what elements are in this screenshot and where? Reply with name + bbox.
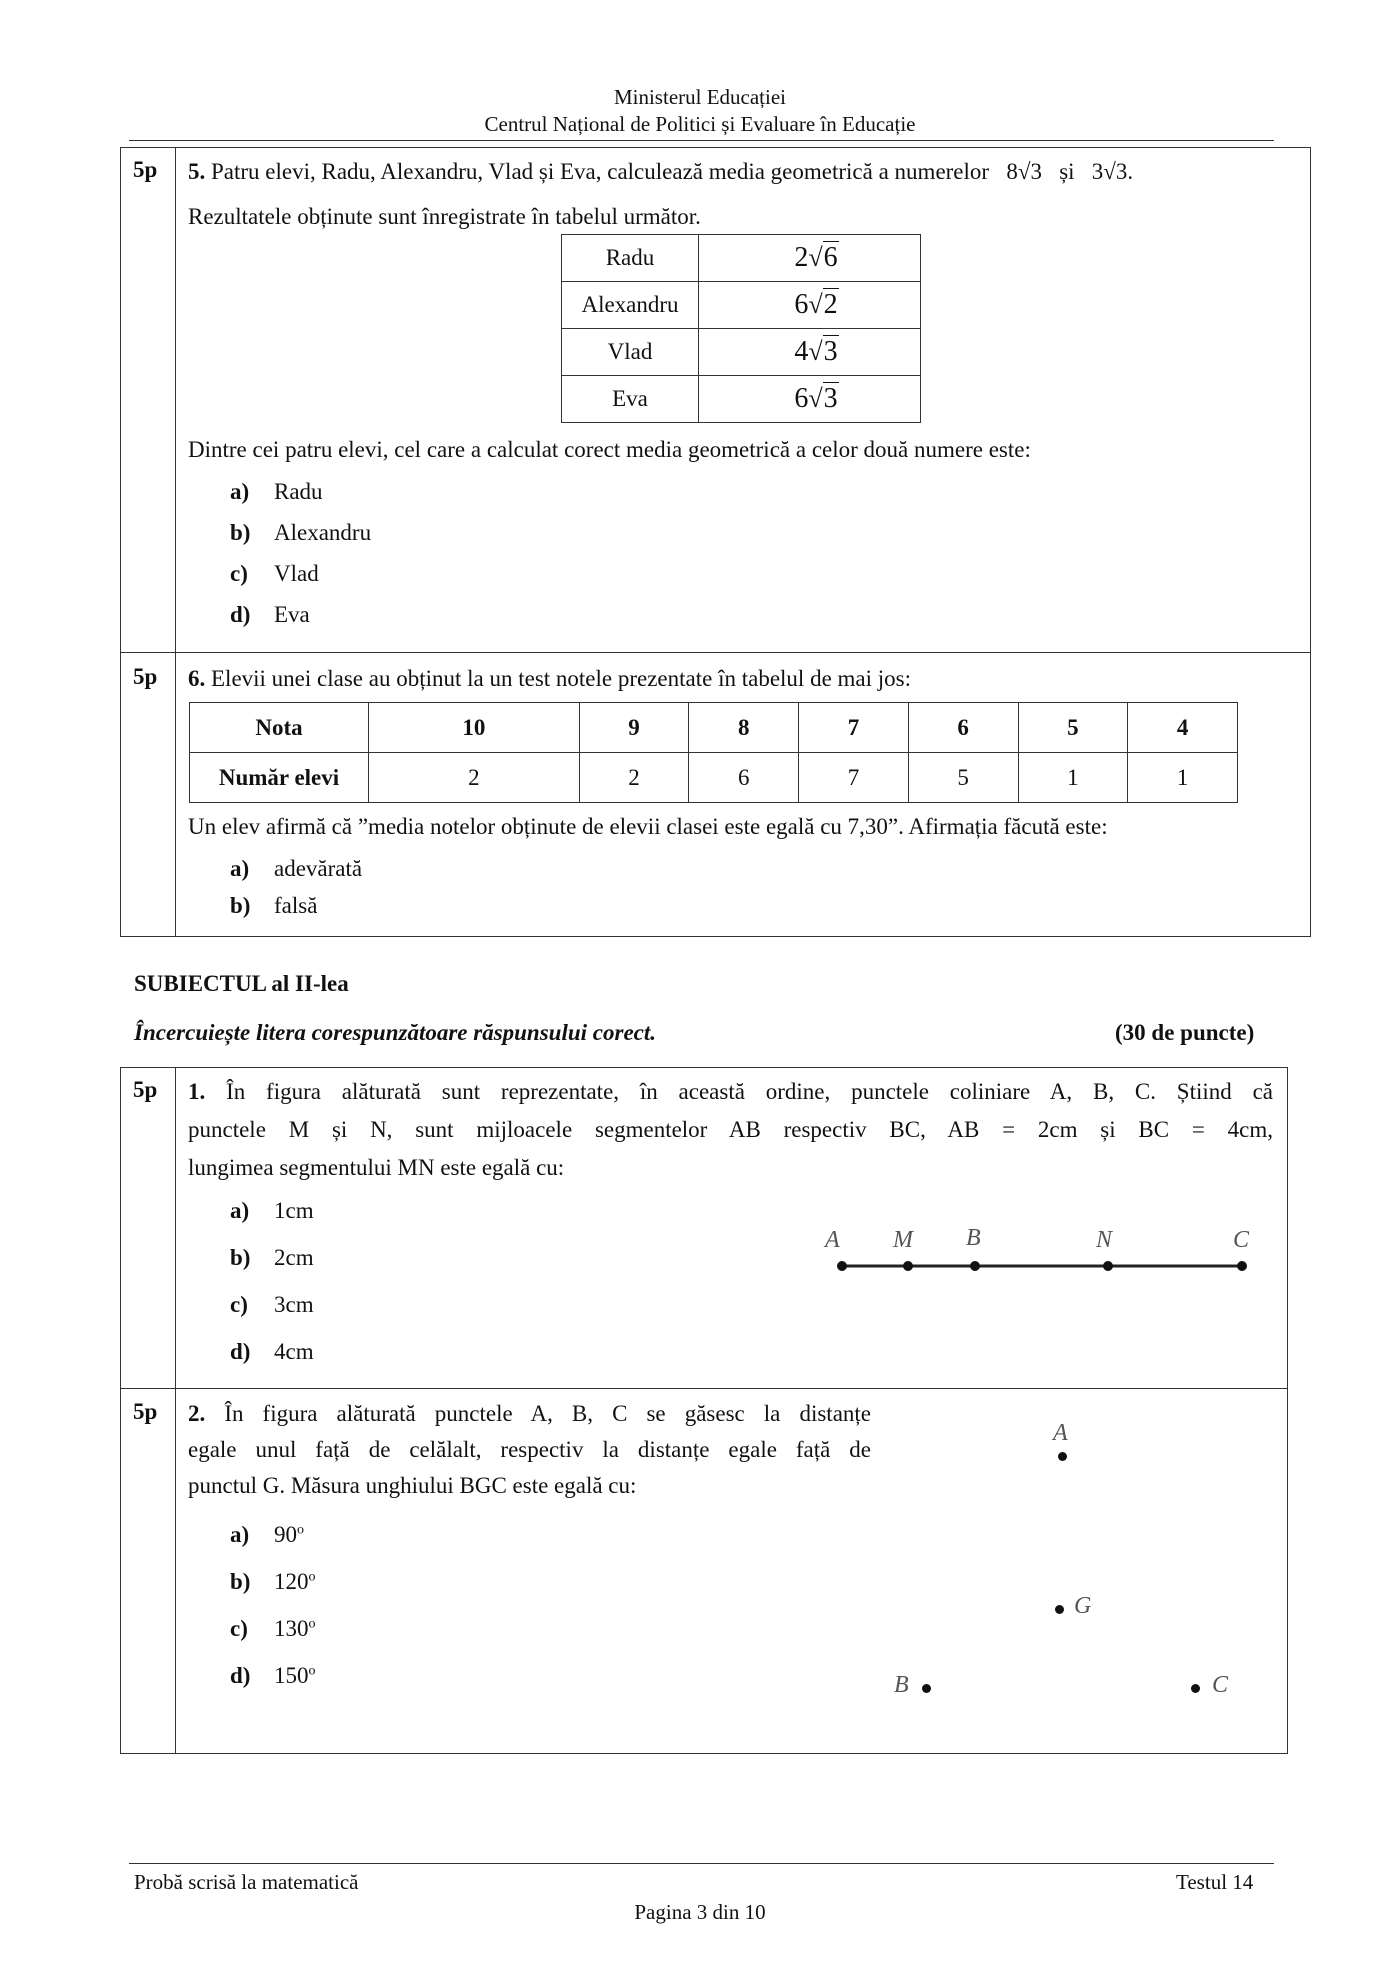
q6-question: Un elev afirmă că ”media notelor obținute de elevii clasei este egală cu 7,30”. Afirmația făcută este: (188, 814, 1108, 839)
q6-option-b[interactable]: b) falsă (230, 893, 318, 918)
header-rule (129, 140, 1274, 141)
sqrt-value: 4√3 (794, 336, 838, 367)
student-name: Eva (562, 376, 699, 423)
s2q1-option-c[interactable]: c) 3cm (230, 1292, 314, 1317)
student-result (699, 235, 921, 282)
triangle-c-dot (1191, 1684, 1200, 1693)
count-cell: 7 (799, 753, 909, 803)
footer-rule (129, 1863, 1274, 1864)
q6-points: 5p (133, 664, 158, 689)
s2q1-points: 5p (133, 1077, 158, 1102)
q6-grades-table (189, 702, 1238, 803)
segment-figure (820, 1220, 1260, 1280)
q5-option-b[interactable]: b) Alexandru (230, 520, 372, 545)
q5-num-b: 3√3 (1091, 159, 1128, 184)
q6-statement (188, 660, 911, 697)
point-a-dot (837, 1261, 847, 1271)
q5-and: și (1059, 159, 1075, 184)
row-label: Nota (190, 703, 369, 753)
s2q2-option-c[interactable]: c) 130$^o$ (230, 1616, 316, 1641)
sqrt-value: 6√3 (794, 383, 838, 414)
grade-cell: 9 (579, 703, 689, 753)
count-cell: 2 (369, 753, 580, 803)
grade-cell: 4 (1128, 703, 1238, 753)
s2q2-option-d[interactable]: d) 150$^o$ (230, 1663, 316, 1688)
q5-option-a[interactable]: a) Radu (230, 479, 323, 504)
triangle-g-dot (1055, 1605, 1064, 1614)
point-m-label: M (893, 1227, 913, 1253)
point-m-dot (903, 1261, 913, 1271)
q5-option-d[interactable]: d) Eva (230, 602, 310, 627)
header-ministry: Ministerul Educației (613, 85, 787, 109)
point-b-dot (970, 1261, 980, 1271)
s2q1-option-b[interactable]: b) 2cm (230, 1245, 314, 1270)
q5-points: 5p (133, 157, 158, 182)
q5-text1: Patru elevi, Radu, Alexandru, Vlad și Eva, calculează media geometrică a numerelor (211, 159, 990, 184)
s2q1-line3: lungimea segmentului MN este egală cu: (188, 1155, 565, 1180)
triangle-b-label: B (894, 1672, 909, 1698)
student-name: Vlad (562, 329, 699, 376)
section-instruction: Încercuiește litera corespunzătoare răspunsului corect. (134, 1020, 657, 1045)
point-b-label: B (966, 1225, 981, 1251)
s2q2-line1: 2. În figura alăturată punctele A, B, C se găsesc la distanțe (188, 1401, 872, 1426)
row-label: Număr elevi (190, 753, 369, 803)
student-result (699, 376, 921, 423)
section-title: SUBIECTUL al II-lea (134, 971, 349, 996)
student-name: Radu (562, 235, 699, 282)
table-row (562, 376, 921, 423)
q5-question: Dintre cei patru elevi, cel care a calculat corect media geometrică a celor două numere este: (188, 437, 1031, 462)
section-points: (30 de puncte) (1115, 1020, 1255, 1045)
point-a-label: A (825, 1227, 840, 1253)
s2q1-option-d[interactable]: d) 4cm (230, 1339, 314, 1364)
table-row (562, 235, 921, 282)
point-c-dot (1237, 1261, 1247, 1271)
q5-statement: 5. Patru elevi, Radu, Alexandru, Vlad și Eva, calculează media geometrică a numerelor 8√3 și 3√3. (188, 159, 1134, 184)
q5-number: 5. (188, 159, 206, 184)
s2q2-points: 5p (133, 1399, 158, 1424)
s2q2-line3: punctul G. Măsura unghiului BGC este egală cu: (188, 1473, 637, 1498)
table-row (190, 703, 1238, 753)
grade-cell: 10 (369, 703, 580, 753)
s2q1-line1: 1. În figura alăturată sunt reprezentate, în această ordine, punctele coliniare A, B, C. Știind că (188, 1079, 1273, 1104)
triangle-g-label: G (1074, 1593, 1092, 1619)
student-result (699, 282, 921, 329)
triangle-a-dot (1058, 1452, 1067, 1461)
student-result (699, 329, 921, 376)
point-c-label: C (1233, 1227, 1250, 1253)
s2q1-line2: punctele M și N, sunt mijloacele segmentelor AB respectiv BC, AB = 2cm și BC = 4cm, (188, 1117, 1273, 1142)
s2q2-option-a[interactable]: a) 90$^o$ (230, 1522, 304, 1547)
sqrt-value: 6√2 (794, 289, 838, 320)
count-cell: 2 (579, 753, 689, 803)
triangle-a-label: A (1053, 1420, 1068, 1446)
footer-right: Testul 14 (1176, 1870, 1254, 1894)
grade-cell: 8 (689, 703, 799, 753)
table-row (190, 753, 1238, 803)
sqrt-value: 2√6 (794, 242, 838, 273)
s2q2-line2: egale unul față de celălalt, respectiv la distanțe egale față de (188, 1437, 871, 1462)
q5-results-table (561, 234, 921, 423)
grade-cell: 6 (908, 703, 1018, 753)
triangle-c-label: C (1212, 1672, 1229, 1698)
table-row (562, 282, 921, 329)
student-name: Alexandru (562, 282, 699, 329)
count-cell: 6 (689, 753, 799, 803)
s2q1-option-a[interactable]: a) 1cm (230, 1198, 314, 1223)
triangle-b-dot (922, 1684, 931, 1693)
footer-left: Probă scrisă la matematică (134, 1870, 359, 1894)
q6-option-a[interactable]: a) adevărată (230, 856, 363, 881)
q5-num-a: 8√3 (1006, 159, 1042, 184)
grade-cell: 5 (1018, 703, 1128, 753)
count-cell: 1 (1018, 753, 1128, 803)
count-cell: 5 (908, 753, 1018, 803)
point-n-dot (1103, 1261, 1113, 1271)
q6-text1: Elevii unei clase au obținut la un test notele prezentate în tabelul de mai jos: (211, 666, 911, 691)
q5-option-c[interactable]: c) Vlad (230, 561, 319, 586)
point-n-label: N (1096, 1227, 1113, 1253)
page-number: Pagina 3 din 10 (634, 1900, 766, 1924)
q5-text2: Rezultatele obținute sunt înregistrate în tabelul următor. (188, 204, 701, 229)
count-cell: 1 (1128, 753, 1238, 803)
s2q2-option-b[interactable]: b) 120$^o$ (230, 1569, 316, 1594)
header-center: Centrul Național de Politici și Evaluare în Educație (484, 112, 916, 136)
grade-cell: 7 (799, 703, 909, 753)
q6-number: 6. (188, 666, 206, 691)
table-row (562, 329, 921, 376)
